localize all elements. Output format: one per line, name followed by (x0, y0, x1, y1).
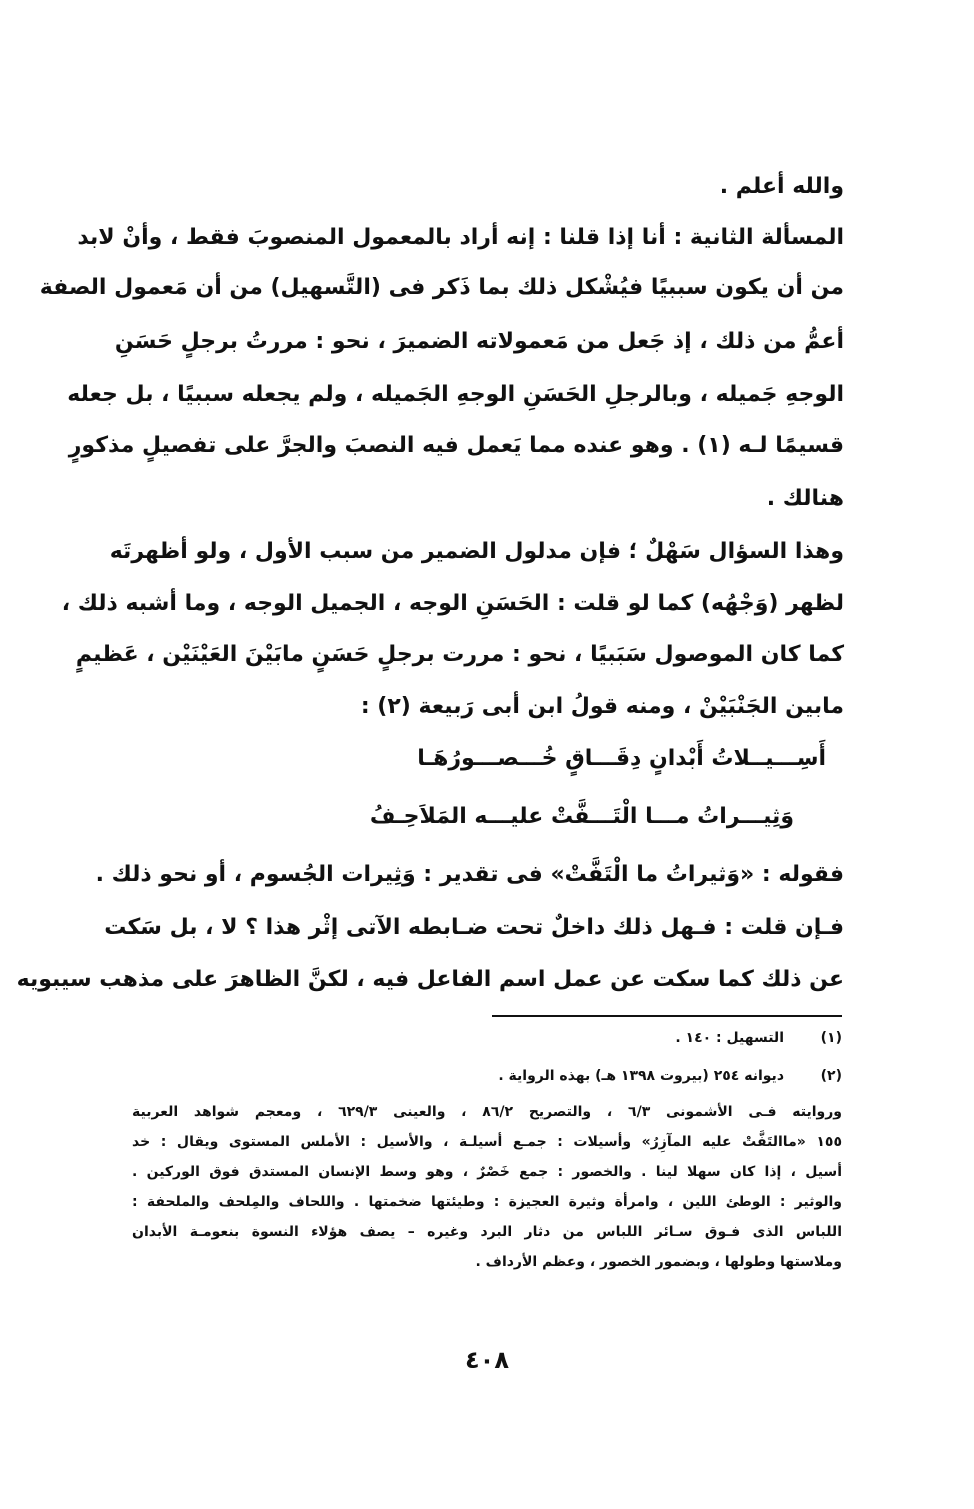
text-line: كما كان الموصول سَبَبيًا ، نحو : مررت برجلٍ حَسَنٍ مابَيْنَ العَيْنَيْن ، عَظيمٍ (75, 642, 844, 667)
verse-first-hemistich: أَسِـــيــلاتُ أَبْدانٍ دِقَـــاقٍ خُـــصـــورُهَـا (417, 746, 826, 771)
text-line: وهذا السؤال سَهْلٌ ؛ فإن مدلول الضمير من سبب الأول ، ولو أظهرتَه (109, 539, 844, 564)
text-line: الوجهِ جَميله ، وبالرجلِ الحَسَنِ الوجهِ الجَميله ، ولم يجعله سببيًا ، بل جعله (67, 382, 844, 407)
text-line: عن ذلك كما سكت عن عمل اسم الفاعل فيه ، لكنَّ الظاهرَ على مذهب سيبويه (16, 967, 844, 992)
footnote-body-line: وروايته فـى الأشمونى ٦/٣ ، والتصريح ٨٦/٢ ، والعينى ٦٢٩/٣ ، ومعجم شواهد العربية (132, 1104, 842, 1120)
text-line: فـإن قلت : فـهل ذلك داخلٌ تحت ضـابطه الآتى إثْر هذا ؟ لا ، بل سَكت (104, 915, 844, 940)
text-line: من أن يكون سببيًا فيُشْكل ذلك بما ذَكر فى (التَّسهيل) من أن مَعمول الصفة (39, 275, 844, 300)
footnote-number: (٢) (820, 1068, 842, 1084)
text-line: قسيمًا لـه (١) . وهو عنده مما يَعمل فيه النصبَ والجرَّ على تفصيلٍ مذكورٍ (68, 433, 844, 458)
text-line: أعمُّ من ذلك ، إذ جَعل من مَعمولاته الضميرَ ، نحو : مررتُ برجلٍ حَسَنِ (114, 329, 844, 354)
footnote-body-line: اللباس الذى فـوق سـائر اللباس من دثار البرد وغيره – يصف هؤلاء النسوة بنعومـة الأبدان (132, 1224, 842, 1240)
text-line: فقوله : «وَثيراتُ ما الْتَفَّتْ» فى تقدير : وَثِيرات الجُسوم ، أو نحو ذلك . (95, 862, 844, 887)
footnote-text: ديوانه ٢٥٤ (بيروت ١٣٩٨ هـ) بهذه الرواية . (498, 1068, 784, 1084)
footnote-text: التسهيل : ١٤٠ . (675, 1030, 784, 1046)
footnote-number: (١) (820, 1030, 842, 1046)
text-line: لظهر (وَجْهُه) كما لو قلت : الحَسَنِ الوجه ، الجميل الوجه ، وما أشبه ذلك ، (61, 591, 844, 616)
text-line: والله أعلم . (719, 174, 844, 199)
footnote-body-line: أسيل ، إذا كان سهلا لينا . والخصور : جمع خَصْرٌ ، وهو وسط الإنسان المستدق فوق الوركين . (132, 1164, 842, 1180)
page-number: ٤٠٨ (465, 1346, 509, 1374)
verse-second-hemistich: وَثِيـــراتُ مـــا الْتَـــفَّتْ عليـــه المَلاَحِـفُ (369, 804, 794, 829)
text-line: هنالك . (766, 486, 844, 511)
footnote-separator (492, 1015, 842, 1017)
text-line: مابين الجَنْبَيْنْ ، ومنه قولُ ابن أبى رَبيعة (٢) : (360, 694, 844, 719)
footnote-body-line: ١٥٥ «ماالتَفَّتْ عليه المآزِرُ» وأسيلات : جمـع أسيلـة ، والأسيل : الأملس المستوى ويقال : خد (132, 1134, 842, 1150)
text-line: المسألة الثانية : أنا إذا قلنا : إنه أراد بالمعمول المنصوبَ فقط ، وأنْ لابد (77, 225, 844, 250)
footnote-body-line: والوثير : الوطئ اللين ، وامرأة وثيرة العجيزة : وطيئتها ضخمتها . واللحاف والمِلحف والملحفة : (132, 1194, 842, 1210)
footnote-body-line: وملاستها وطولها ، وبضمور الخصور ، وعظم الأرداف . (475, 1254, 842, 1270)
